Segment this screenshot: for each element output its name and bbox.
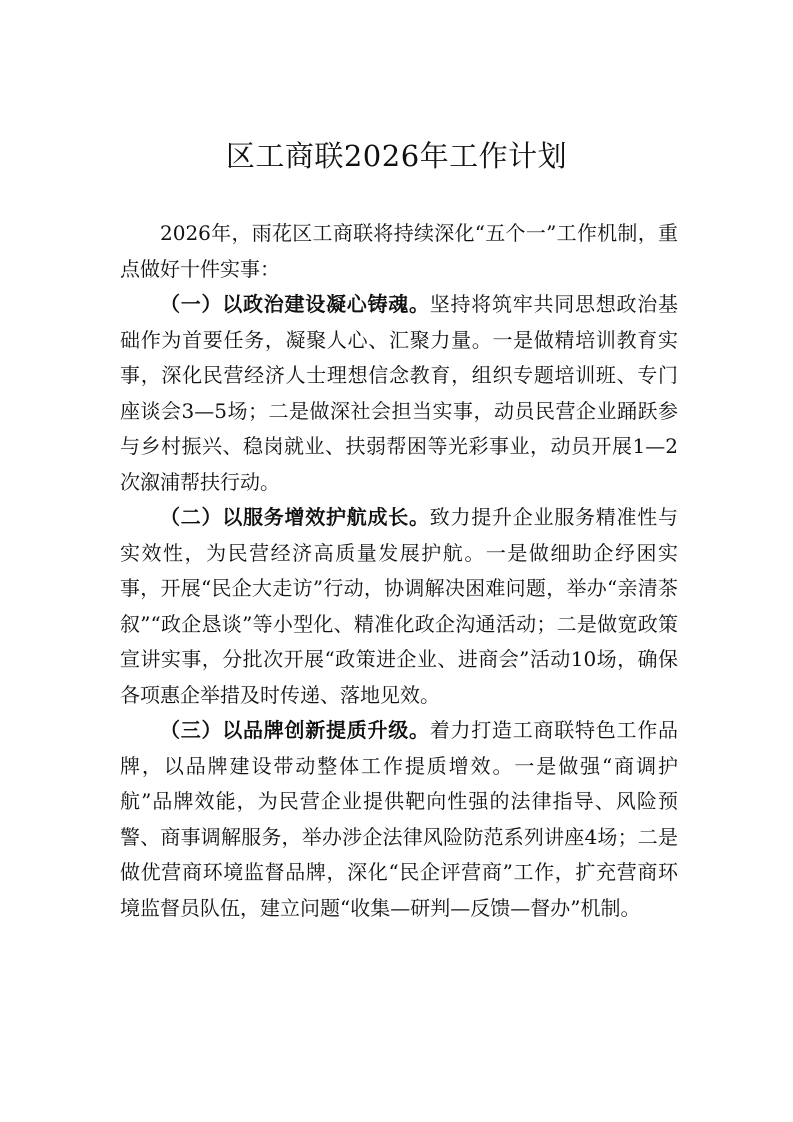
document-title: 区工商联2026年工作计划 <box>225 139 568 173</box>
intro-paragraph: 2026年，雨花区工商联将持续深化“五个一”工作机制，重点做好十件实事： <box>120 221 678 281</box>
section-body-2: 致力提升企业服务精准性与实效性，为民营经济高质量发展护航。一是做细助企纾困实事，开展“民企大走访”行动，协调解决困难问题，举办“亲清茶叙”“政企恳谈”等小型化、精准化政企沟通活动；二是做宽政策宣讲实事，分批次开展“政策进企业、进商会”活动10场，确保各项惠企举措及时传递、落地见效。 <box>120 505 678 707</box>
section-paragraph-3 <box>120 713 678 926</box>
section-paragraph-2 <box>120 500 678 713</box>
section-heading-2: （二）以服务增效护航成长。 <box>160 505 430 529</box>
document-body <box>120 216 678 926</box>
section-body-3: 着力打造工商联特色工作品牌，以品牌建设带动整体工作提质增效。一是做强“商调护航”品牌效能，为民营企业提供靶向性强的法律指导、风险预警、商事调解服务，举办涉企法律风险防范系列讲座4场；二是做优营商环境监督品牌，深化“民企评营商”工作，扩充营商环境监督员队伍，建立问题“收集—研判—反馈—督办”机制。 <box>120 718 678 920</box>
section-body-1: 坚持将筑牢共同思想政治基础作为首要任务，凝聚人心、汇聚力量。一是做精培训教育实事，深化民营经济人士理想信念教育，组织专题培训班、专门座谈会3—5场；二是做深社会担当实事，动员民营企业踊跃参与乡村振兴、稳岗就业、扶弱帮困等光彩事业，动员开展1—2次溆浦帮扶行动。 <box>120 292 678 494</box>
section-heading-1: （一）以政治建设凝心铸魂。 <box>160 292 430 316</box>
section-paragraph-1 <box>120 287 678 500</box>
section-heading-3: （三）以品牌创新提质升级。 <box>160 718 430 742</box>
